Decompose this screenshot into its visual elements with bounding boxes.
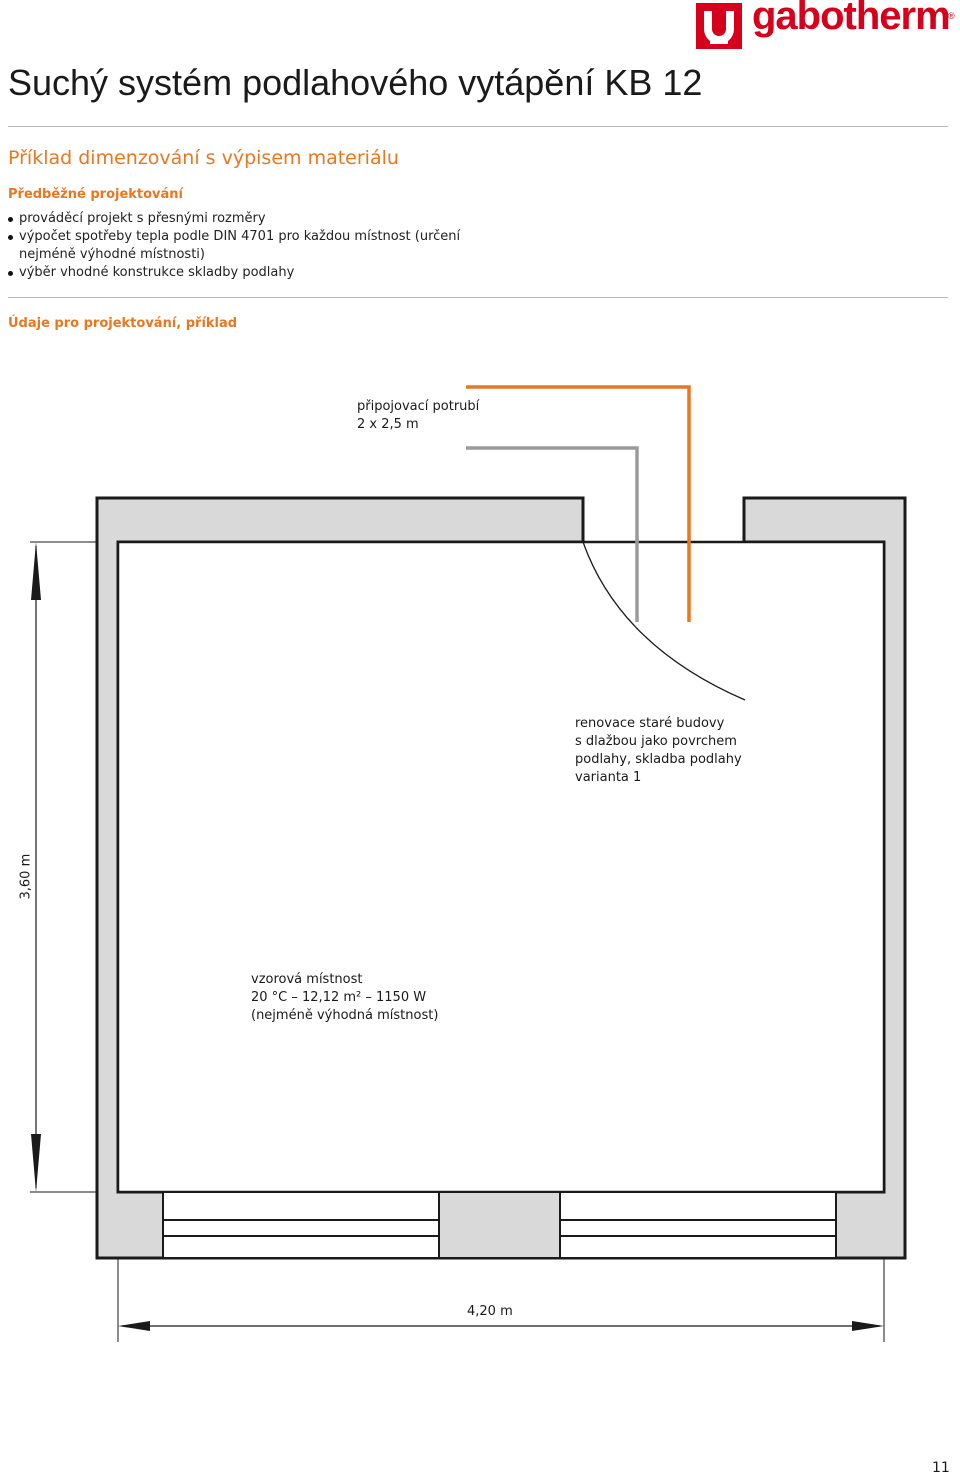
registered-mark: ®	[948, 11, 955, 21]
bullet-list	[8, 210, 488, 282]
room-label-line: (nejméně výhodná místnost)	[251, 1008, 439, 1023]
room-interior	[118, 542, 884, 1192]
height-dimension	[30, 542, 97, 1192]
renovation-label-line: varianta 1	[575, 770, 642, 785]
gabotherm-logo-icon	[696, 3, 742, 49]
renovation-label-line: podlahy, skladba podlahy	[575, 752, 742, 767]
bullet-icon	[8, 217, 13, 222]
data-heading: Údaje pro projektování, příklad	[8, 316, 238, 331]
divider	[8, 126, 948, 127]
room-label	[251, 971, 438, 1025]
floor-plan-drawing	[0, 370, 960, 1370]
preliminary-heading: Předběžné projektování	[8, 187, 184, 202]
renovation-label-line: renovace staré budovy	[575, 716, 725, 731]
section-heading: Příklad dimenzování s výpisem materiálu	[8, 147, 399, 169]
list-item	[8, 210, 488, 228]
bullet-icon	[8, 271, 13, 276]
list-item	[8, 228, 488, 264]
width-dimension	[118, 1258, 884, 1342]
renovation-label	[575, 715, 742, 787]
page-title: Suchý systém podlahového vytápění KB 12	[8, 62, 703, 103]
renovation-label-line: s dlažbou jako povrchem	[575, 734, 737, 749]
pipe-label-line: připojovací potrubí	[357, 399, 480, 414]
window-left	[163, 1192, 439, 1258]
list-item-text: výběr vhodné konstrukce skladby podlahy	[19, 265, 295, 280]
window-right	[560, 1192, 836, 1258]
room-label-line: 20 °C – 12,12 m² – 1150 W	[251, 990, 427, 1005]
pipe-label-line: 2 x 2,5 m	[357, 417, 419, 432]
height-dimension-label: 3,60 m	[18, 853, 34, 900]
brand-logo-text: gabotherm	[752, 0, 950, 38]
pipe-label	[357, 398, 479, 434]
list-item	[8, 264, 488, 282]
width-dimension-label: 4,20 m	[467, 1304, 513, 1319]
list-item-text: výpočet spotřeby tepla podle DIN 4701 pro každou místnost (určení nejméně výhodné místnosti)	[19, 229, 461, 262]
list-item-text: prováděcí projekt s přesnými rozměry	[19, 211, 266, 226]
bullet-icon	[8, 235, 13, 240]
wall-pier	[439, 1192, 560, 1258]
divider	[8, 297, 948, 298]
page-number: 11	[932, 1460, 950, 1476]
room-label-line: vzorová místnost	[251, 972, 363, 987]
